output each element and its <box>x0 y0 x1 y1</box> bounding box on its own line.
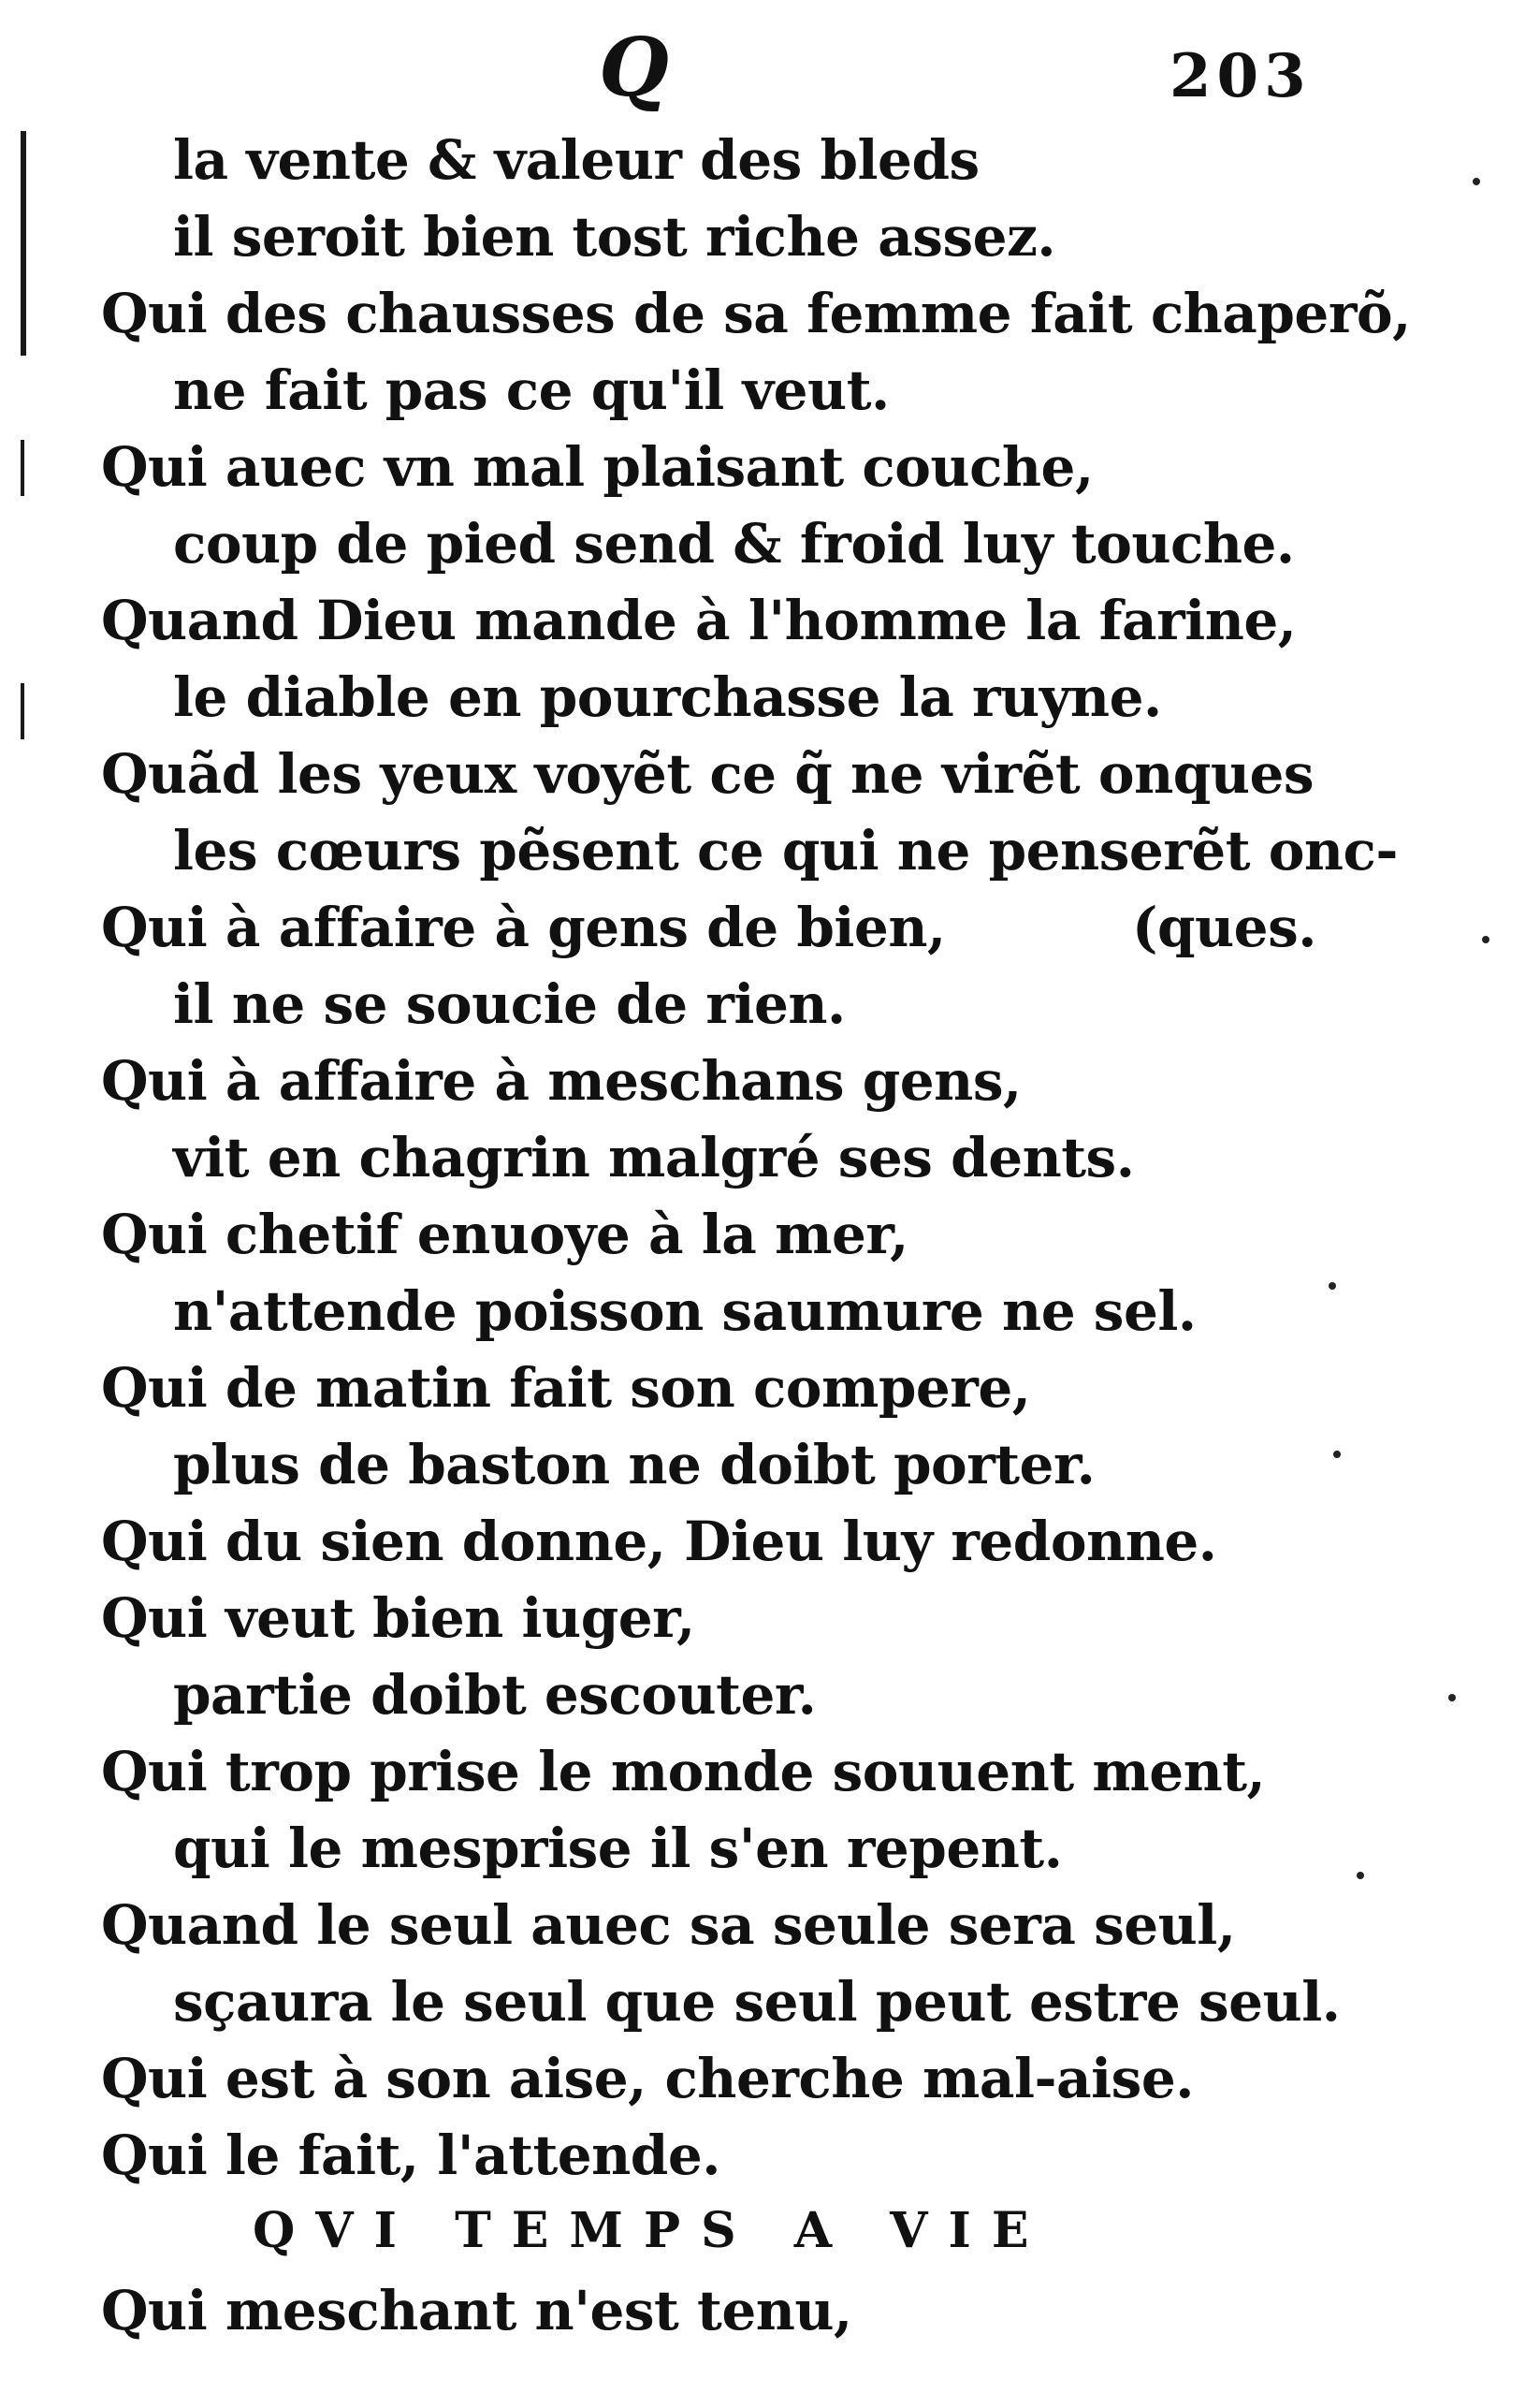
text-line: Qui meschant n'est tenu, <box>101 2279 852 2342</box>
section-heading: QVI TEMPS A VIE <box>253 2202 1050 2259</box>
page-edge-mark <box>21 440 24 496</box>
ink-speck <box>1329 1282 1336 1290</box>
text-line: sçaura le seul que seul peut estre seul. <box>173 1970 1341 2034</box>
text-line: qui le mesprise il s'en repent. <box>173 1817 1063 1880</box>
text-line: il ne se soucie de rien. <box>173 972 846 1036</box>
running-catchword: Q <box>599 21 669 115</box>
ink-speck <box>1473 178 1480 185</box>
text-line: partie doibt escouter. <box>173 1663 817 1727</box>
page-edge-mark <box>21 131 26 356</box>
text-line-turnover: (ques. <box>1132 896 1316 959</box>
text-line: Qui des chausses de sa femme fait chaperõ, <box>101 282 1411 345</box>
text-line: ne fait pas ce qu'il veut. <box>173 358 890 422</box>
text-line: Qui de matin fait son compere, <box>101 1356 1031 1420</box>
text-line: Qui trop prise le monde souuent ment, <box>101 1740 1266 1803</box>
text-line: Quãd les yeux voyẽt ce q̃ ne virẽt onques <box>101 742 1315 806</box>
text-line: Qui est à son aise, cherche mal-aise. <box>101 2047 1194 2110</box>
text-line: Quand le seul auec sa seule sera seul, <box>101 1893 1236 1957</box>
text-line: Qui le fait, l'attende. <box>101 2123 720 2187</box>
ink-speck <box>1482 936 1489 943</box>
text-line: vit en chagrin malgré ses dents. <box>173 1126 1135 1189</box>
text-line: Qui du sien donne, Dieu luy redonne. <box>101 1510 1217 1573</box>
ink-speck <box>1333 1451 1341 1458</box>
text-line: les cœurs pẽsent ce qui ne penserẽt onc- <box>173 819 1398 883</box>
text-line: Qui à affaire à meschans gens, <box>101 1049 1022 1113</box>
text-line: le diable en pourchasse la ruyne. <box>173 665 1162 729</box>
text-line: Qui auec vn mal plaisant couche, <box>101 435 1094 499</box>
page-edge-mark <box>21 683 24 739</box>
text-line: Qui veut bien iuger, <box>101 1586 695 1650</box>
page-number: 203 <box>1170 41 1312 111</box>
ink-speck <box>1357 1872 1364 1879</box>
text-line: Qui chetif enuoye à la mer, <box>101 1203 908 1266</box>
text-line: coup de pied send & froid luy touche. <box>173 512 1295 576</box>
ink-speck <box>1448 1694 1456 1701</box>
text-line: la vente & valeur des bleds <box>173 128 980 192</box>
text-line: plus de baston ne doibt porter. <box>173 1433 1096 1496</box>
text-line: Qui à affaire à gens de bien, <box>101 896 946 959</box>
text-line: il seroit bien tost riche assez. <box>173 205 1056 269</box>
text-line: n'attende poisson saumure ne sel. <box>173 1279 1197 1343</box>
text-line: Quand Dieu mande à l'homme la farine, <box>101 589 1297 652</box>
